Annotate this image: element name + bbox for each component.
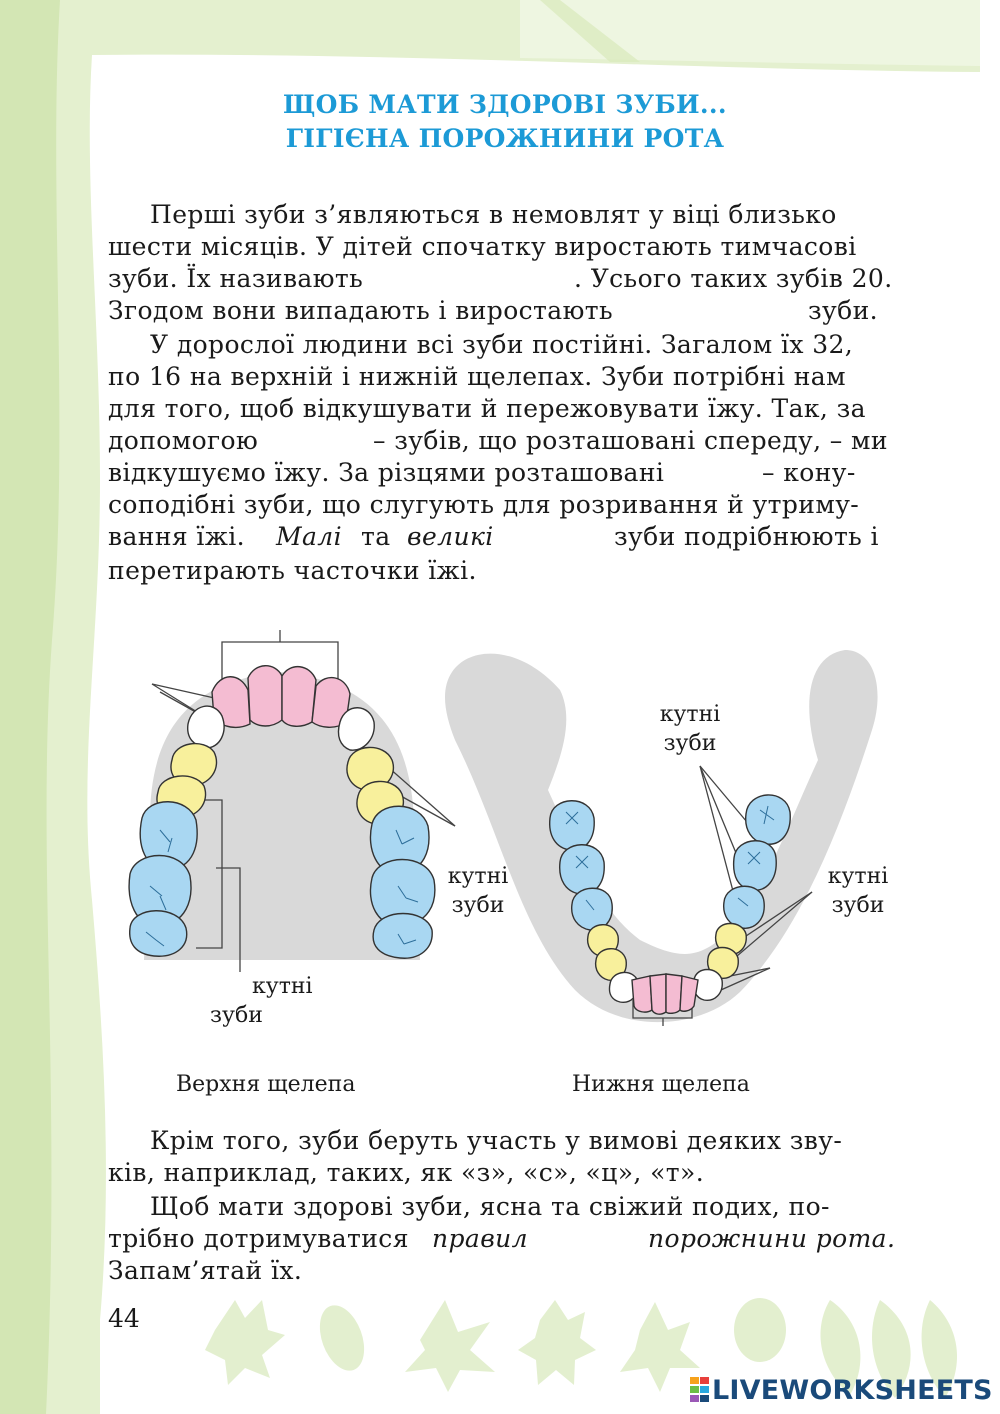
lower-top-molar-label: кутні зуби xyxy=(659,702,721,756)
p3-line-1: Крім того, зуби беруть участь у вимові деяких зву- xyxy=(150,1126,843,1155)
p2-line-7e: зуби подрібнюють і xyxy=(614,522,879,551)
p2-line-2: по 16 на верхній і нижній щелепах. Зуби потрібні нам xyxy=(108,362,846,391)
p2-line-4b: – зубів, що розташовані спереду, – ми xyxy=(373,426,888,455)
p2-line-5a: відкушуємо їжу. За різцями розташовані xyxy=(108,458,665,487)
p2-line-7b: Малі xyxy=(276,522,343,551)
p4-line-2a: трібно дотримуватися xyxy=(108,1224,409,1253)
page-number: 44 xyxy=(108,1304,140,1333)
p1-line-2: шести місяців. У дітей спочатку виростають тимчасові xyxy=(108,232,857,261)
p4-line-2c: порожнини рота. xyxy=(648,1224,896,1253)
upper-right-molar-label: кутні зуби xyxy=(447,864,509,918)
p2-line-5b: – кону- xyxy=(762,458,856,487)
p2-line-6: соподібні зуби, що слугують для розривання й утриму- xyxy=(108,490,860,519)
upper-jaw-caption: Верхня щелепа xyxy=(176,1072,356,1097)
p4-line-3: Запам’ятай їх. xyxy=(108,1256,303,1285)
p2-line-7c: та xyxy=(361,522,391,551)
liveworksheets-logo-icon xyxy=(690,1377,710,1403)
brand-name: LIVEWORKSHEETS xyxy=(712,1374,993,1406)
title-line-2: ГІГІЄНА ПОРОЖНИНИ РОТА xyxy=(285,124,725,153)
p2-line-1: У дорослої людини всі зуби постійні. Загалом їх 32, xyxy=(150,330,854,359)
p1-line-3b: . Усього таких зубів 20. xyxy=(574,264,893,293)
p4-line-2b: правил xyxy=(432,1224,528,1253)
upper-left-molar-label: кутні зуби xyxy=(210,974,313,1028)
p2-line-7d: великі xyxy=(407,522,494,551)
p2-line-3: для того, щоб відкушувати й пережовувати їжу. Так, за xyxy=(108,394,866,423)
liveworksheets-brand[interactable] xyxy=(690,1374,993,1406)
p4-line-1: Щоб мати здорові зуби, ясна та свіжий подих, по- xyxy=(150,1192,830,1221)
p1-line-4a: Згодом вони випадають і виростають xyxy=(108,296,613,325)
p1-line-4b: зуби. xyxy=(808,296,879,325)
p1-line-1: Перші зуби з’являються в немовлят у віці близько xyxy=(150,200,837,229)
p1-line-3a: зуби. Їх називають xyxy=(108,264,364,293)
lower-right-molar-label: кутні зуби xyxy=(827,864,889,918)
title-line-1: ЩОБ МАТИ ЗДОРОВІ ЗУБИ... xyxy=(283,90,727,119)
p2-line-8: перетирають часточки їжі. xyxy=(108,556,477,585)
p3-line-2: ків, наприклад, таких, як «з», «с», «ц», «т». xyxy=(108,1158,705,1187)
p2-line-7a: вання їжі. xyxy=(108,522,245,551)
p2-line-4a: допомогою xyxy=(108,426,259,455)
lower-jaw-caption: Нижня щелепа xyxy=(572,1072,750,1097)
